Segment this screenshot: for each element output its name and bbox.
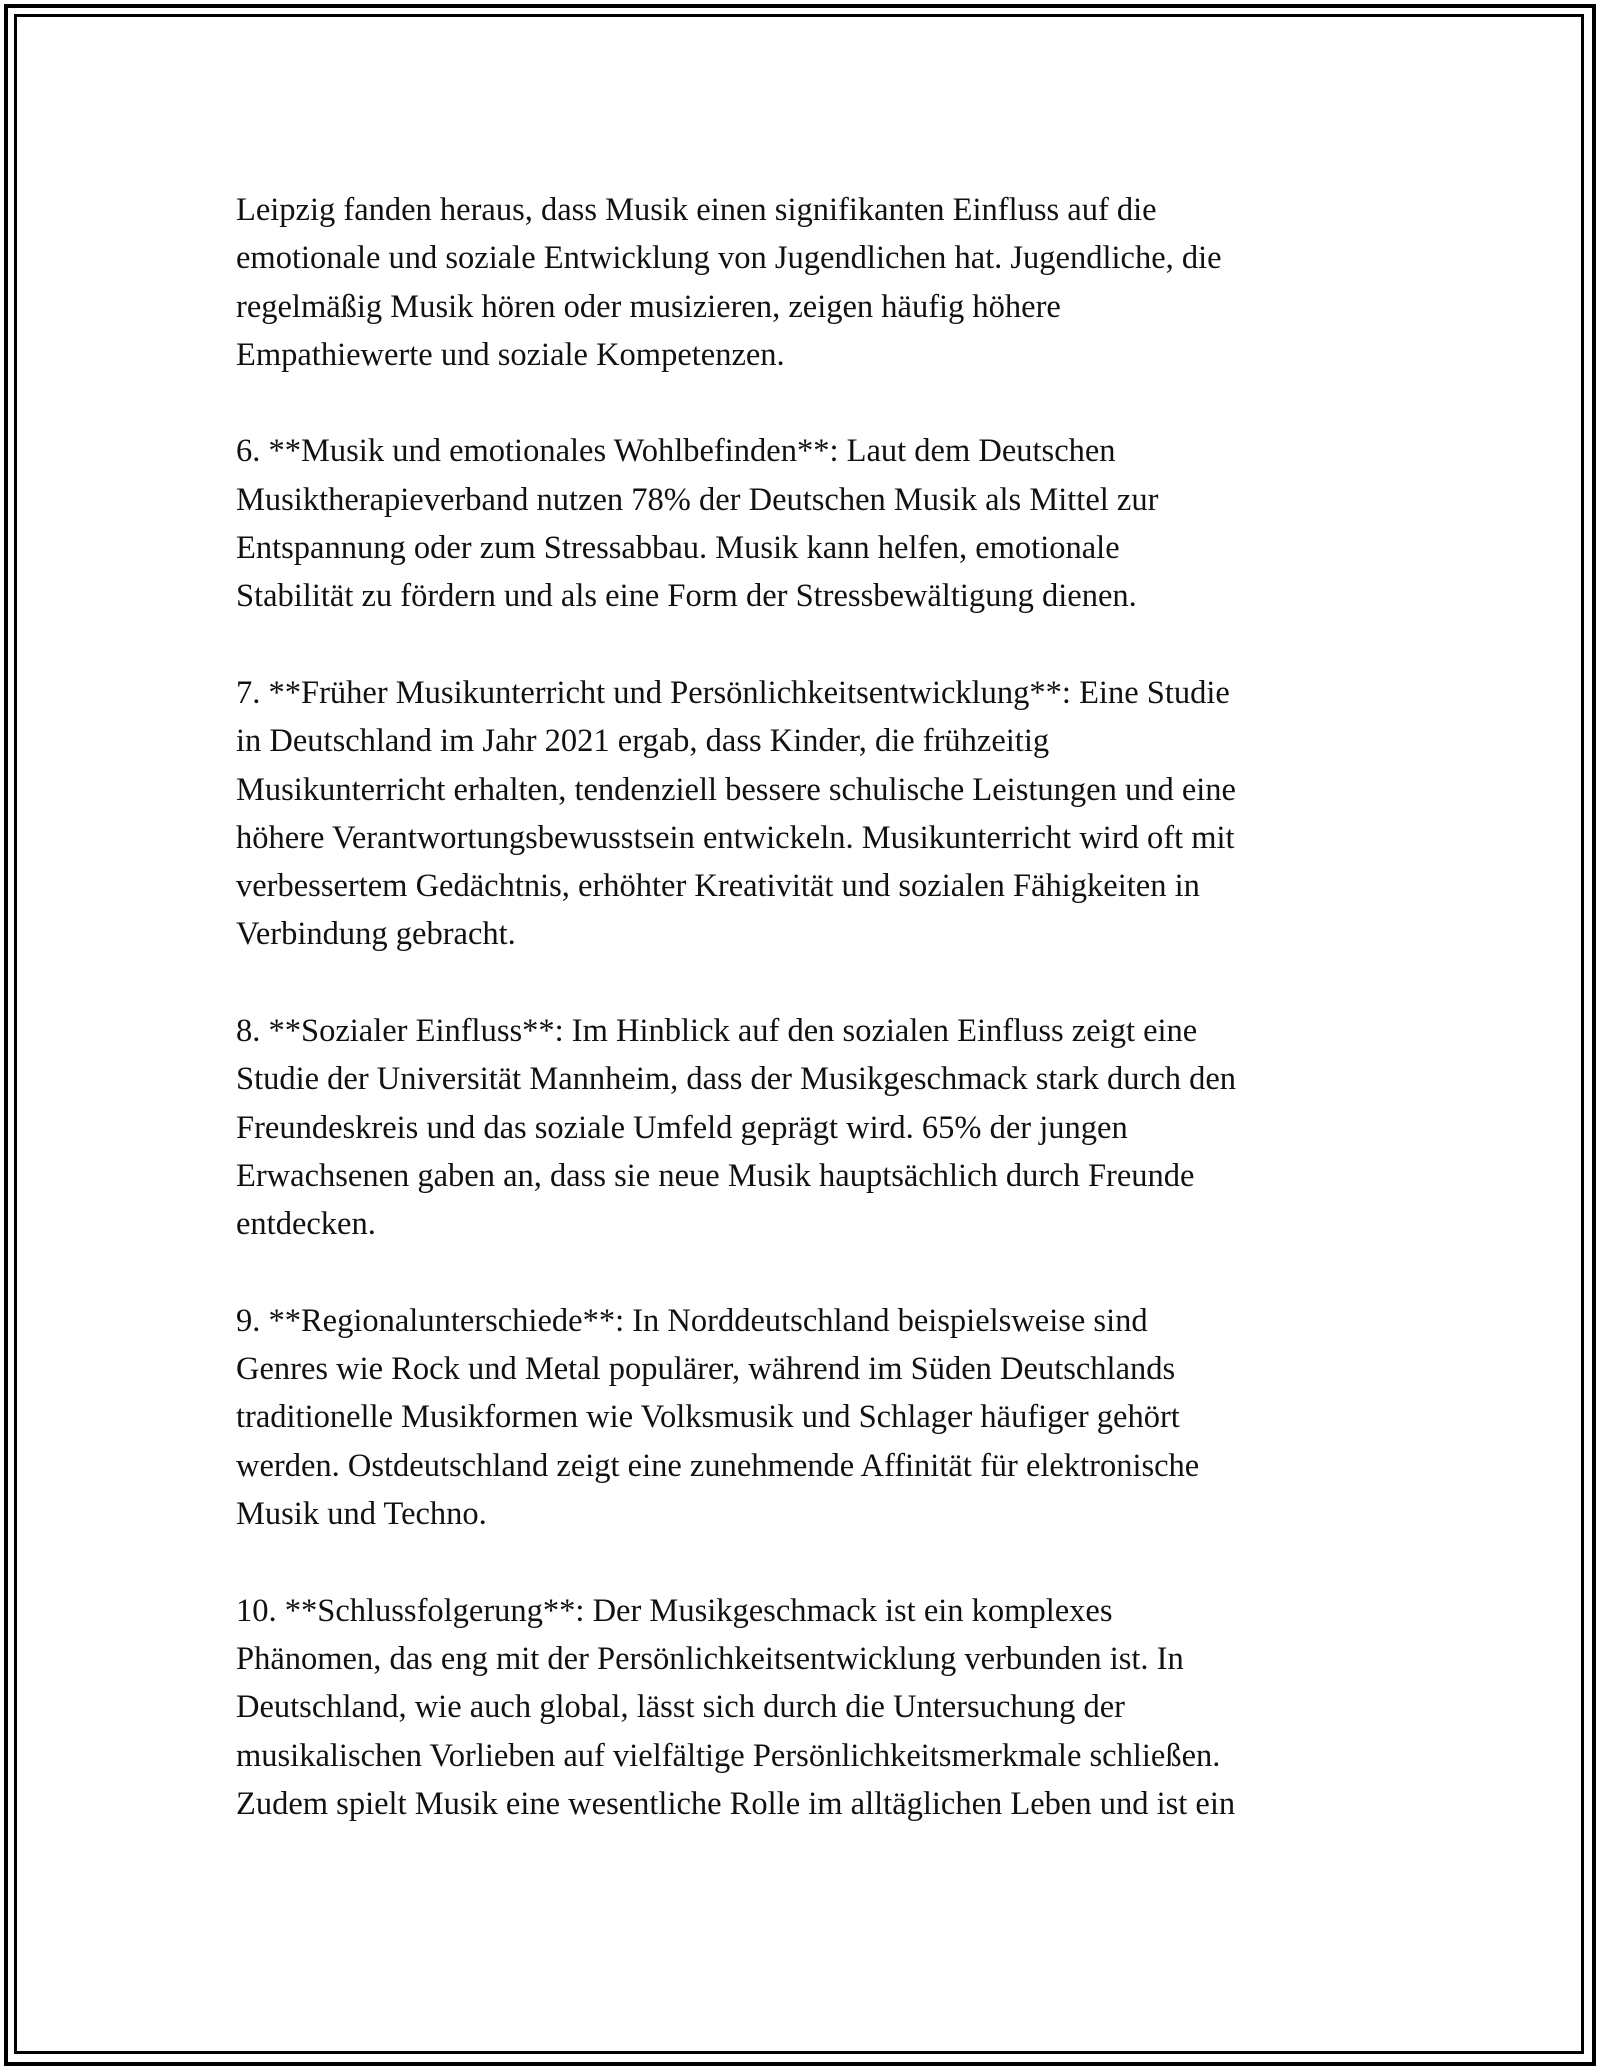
text-line: regelmäßig Musik hören oder musizieren, zeigen häufig höhere xyxy=(236,288,1061,325)
text-line: Musik und Techno. xyxy=(236,1496,487,1533)
text-line: Studie der Universität Mannheim, dass der Musikgeschmack stark durch den xyxy=(236,1061,1237,1098)
text-line: Leipzig fanden heraus, dass Musik einen signifikanten Einfluss auf die xyxy=(236,192,1157,228)
text-line: Deutschland, wie auch global, lässt sich durch die Untersuchung der xyxy=(236,1689,1125,1726)
text-line: musikalischen Vorlieben auf vielfältige Persönlichkeitsmerkmale schließen. xyxy=(236,1737,1221,1774)
text-line: Freundeskreis und das soziale Umfeld geprägt wird. 65% der jungen xyxy=(236,1109,1128,1146)
text-line: traditionelle Musikformen wie Volksmusik und Schlager häufiger gehört xyxy=(236,1399,1180,1436)
text-line: in Deutschland im Jahr 2021 ergab, dass Kinder, die frühzeitig xyxy=(236,723,1050,760)
text-line: Verbindung gebracht. xyxy=(236,916,516,953)
paragraph-continuation xyxy=(236,186,1386,379)
text-line: entdecken. xyxy=(236,1206,376,1243)
text-line: Zudem spielt Musik eine wesentliche Rolle im alltäglichen Leben und ist ein xyxy=(236,1785,1236,1822)
document-body xyxy=(236,186,1386,1828)
text-line: höhere Verantwortungsbewusstsein entwickeln. Musikunterricht wird oft mit xyxy=(236,819,1235,856)
text-line: 9. **Regionalunterschiede**: In Norddeutschland beispielsweise sind xyxy=(236,1302,1148,1339)
paragraph-item-7 xyxy=(236,669,1386,959)
paragraph-item-8 xyxy=(236,1007,1386,1248)
text-line: werden. Ostdeutschland zeigt eine zunehmende Affinität für elektronische xyxy=(236,1447,1200,1484)
text-line: Genres wie Rock und Metal populärer, während im Süden Deutschlands xyxy=(236,1351,1176,1388)
text-line: 6. **Musik und emotionales Wohlbefinden**: Laut dem Deutschen xyxy=(236,433,1116,470)
text-line: verbessertem Gedächtnis, erhöhter Kreativität und sozialen Fähigkeiten in xyxy=(236,868,1200,905)
text-line: Phänomen, das eng mit der Persönlichkeitsentwicklung verbunden ist. In xyxy=(236,1640,1184,1677)
text-line: Erwachsenen gaben an, dass sie neue Musik hauptsächlich durch Freunde xyxy=(236,1157,1195,1194)
text-line: Empathiewerte und soziale Kompetenzen. xyxy=(236,336,785,373)
text-line: 8. **Sozialer Einfluss**: Im Hinblick auf den sozialen Einfluss zeigt eine xyxy=(236,1013,1198,1050)
text-line: Stabilität zu fördern und als eine Form der Stressbewältigung dienen. xyxy=(236,578,1137,615)
text-line: 7. **Früher Musikunterricht und Persönlichkeitsentwicklung**: Eine Studie xyxy=(236,674,1230,711)
text-line: Musiktherapieverband nutzen 78% der Deutschen Musik als Mittel zur xyxy=(236,481,1159,518)
text-line: emotionale und soziale Entwicklung von Jugendlichen hat. Jugendliche, die xyxy=(236,240,1222,277)
text-line: Entspannung oder zum Stressabbau. Musik kann helfen, emotionale xyxy=(236,530,1120,567)
text-line: Musikunterricht erhalten, tendenziell bessere schulische Leistungen und eine xyxy=(236,771,1236,808)
paragraph-item-6 xyxy=(236,427,1386,620)
paragraph-item-10 xyxy=(236,1587,1386,1828)
text-line: 10. **Schlussfolgerung**: Der Musikgeschmack ist ein komplexes xyxy=(236,1592,1113,1629)
paragraph-item-9 xyxy=(236,1297,1386,1538)
